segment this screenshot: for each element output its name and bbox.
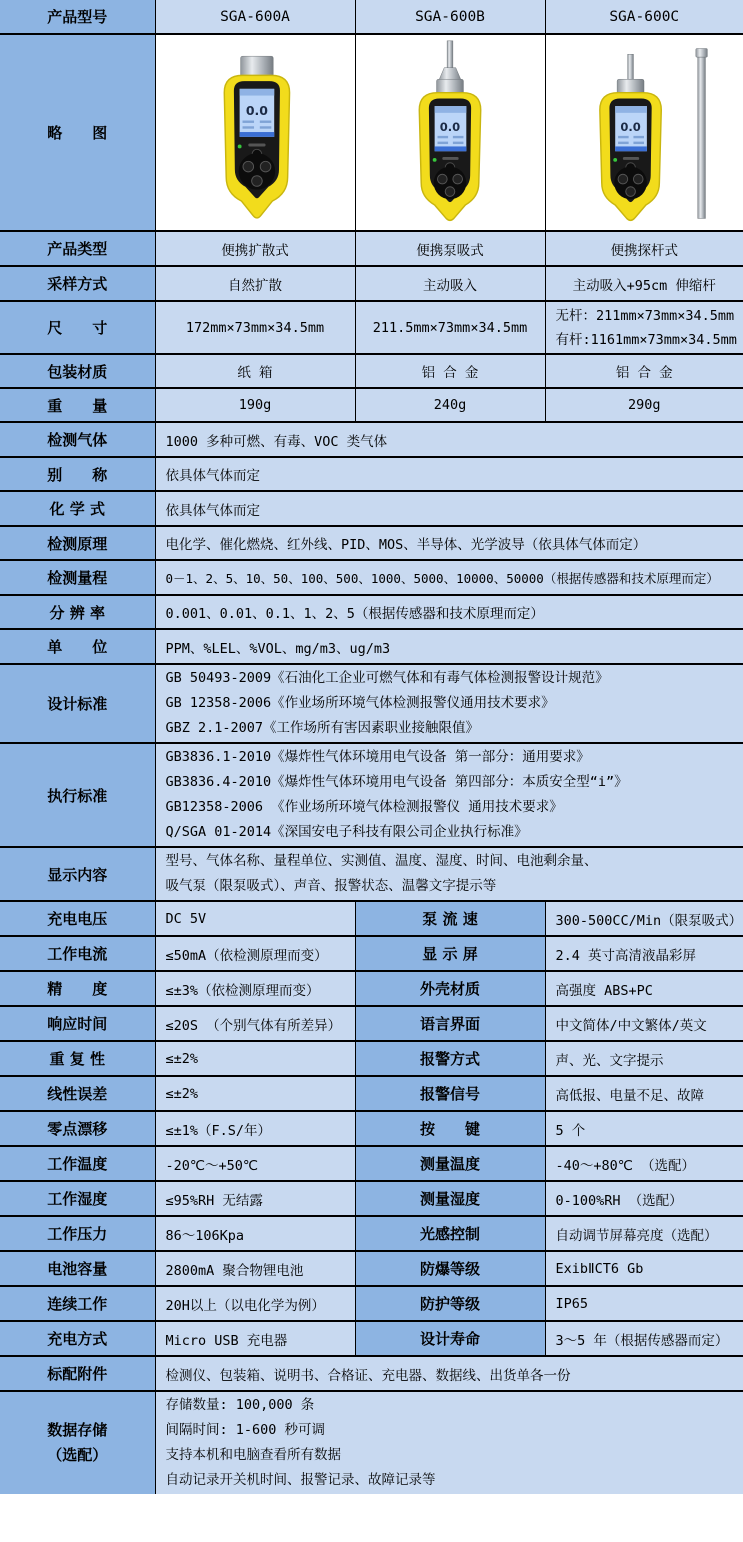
row-resolution: [0, 595, 743, 629]
label-exec-standard: 执行标准: [0, 743, 155, 847]
value-product-type-a: 便携扩散式: [155, 231, 355, 266]
design-standard-line: GBZ 2.1-2007《工作场所有害因素职业接触限值》: [165, 720, 480, 736]
display-content-line: 型号、气体名称、量程单位、实测值、温度、湿度、时间、电池剩余量、: [165, 853, 598, 869]
value-working-pressure: 86～106Kpa: [155, 1216, 355, 1251]
value-sampling-c: 主动吸入+95cm 伸缩杆: [545, 266, 743, 301]
row-zero-drift-buttons: [0, 1111, 743, 1146]
label-repeatability: 重 复 性: [0, 1041, 155, 1076]
exec-standard-line: GB3836.1-2010《爆炸性气体环境用电气设备 第一部分：通用要求》: [165, 749, 590, 765]
value-alarm-signal: 高低报、电量不足、故障: [545, 1076, 743, 1111]
label-battery-capacity: 电池容量: [0, 1251, 155, 1286]
row-exec-standard: [0, 743, 743, 847]
value-design-life: 3～5 年（根据传感器而定）: [545, 1321, 743, 1356]
row-charging-voltage-pump-flow: [0, 901, 743, 936]
value-weight-a: 190g: [155, 388, 355, 422]
label-language-ui: 语言界面: [355, 1006, 545, 1041]
label-display-content: 显示内容: [0, 847, 155, 901]
value-charging-method: Micro USB 充电器: [155, 1321, 355, 1356]
label-alarm-signal: 报警信号: [355, 1076, 545, 1111]
value-packaging-b: 铝 合 金: [355, 354, 545, 388]
label-pump-flow: 泵 流 速: [355, 901, 545, 936]
row-product-type: [0, 231, 743, 266]
label-response-time: 响应时间: [0, 1006, 155, 1041]
label-zero-drift: 零点漂移: [0, 1111, 155, 1146]
label-product-type: 产品类型: [0, 231, 155, 266]
row-product-model: [0, 0, 743, 34]
row-packaging: [0, 354, 743, 388]
row-working-temp-measuring-temp: [0, 1146, 743, 1181]
label-unit: 单 位: [0, 629, 155, 664]
value-shell-material: 高强度 ABS+PC: [545, 971, 743, 1006]
label-chemical-formula: 化 学 式: [0, 491, 155, 526]
value-weight-c: 290g: [545, 388, 743, 422]
product-image-sga-600c: [545, 34, 743, 231]
label-working-humidity: 工作湿度: [0, 1181, 155, 1216]
value-language-ui: 中文简体/中文繁体/英文: [545, 1006, 743, 1041]
label-packaging: 包装材质: [0, 354, 155, 388]
row-accuracy-shell: [0, 971, 743, 1006]
svg-text:0.0: 0.0: [245, 102, 268, 118]
display-content-line: 吸气泵（限泵吸式）、声音、报警状态、温馨文字提示等: [165, 878, 497, 894]
value-model-a: SGA-600A: [155, 0, 355, 34]
product-image-sga-600a: [155, 34, 355, 231]
value-dimensions-c: [545, 301, 743, 354]
label-measuring-humidity: 测量湿度: [355, 1181, 545, 1216]
value-display-content: [155, 847, 743, 901]
value-chemical-formula: 依具体气体而定: [155, 491, 743, 526]
label-resolution: 分 辨 率: [0, 595, 155, 629]
value-detected-gases: 1000 多种可燃、有毒、VOC 类气体: [155, 422, 743, 457]
value-alarm-mode: 声、光、文字提示: [545, 1041, 743, 1076]
label-alarm-mode: 报警方式: [355, 1041, 545, 1076]
value-accessories: 检测仪、包装箱、说明书、合格证、充电器、数据线、出货单各一份: [155, 1356, 743, 1391]
row-design-standard: [0, 664, 743, 743]
row-response-time-language: [0, 1006, 743, 1041]
label-detection-range: 检测量程: [0, 560, 155, 595]
gas-detector-diffusion-illustration: [160, 37, 350, 229]
value-response-time: ≤20S （个别气体有所差异）: [155, 1006, 355, 1041]
svg-text:0.0: 0.0: [439, 119, 461, 134]
label-light-control: 光感控制: [355, 1216, 545, 1251]
label-linearity-error: 线性误差: [0, 1076, 155, 1111]
value-display-screen: 2.4 英寸高清液晶彩屏: [545, 936, 743, 971]
value-working-current: ≤50mA（依检测原理而变）: [155, 936, 355, 971]
row-alias: [0, 457, 743, 491]
value-dimensions-b: 211.5mm×73mm×34.5mm: [355, 301, 545, 354]
gas-detector-pump-illustration: [360, 37, 540, 229]
value-linearity-error: ≤±2%: [155, 1076, 355, 1111]
value-detection-principle: 电化学、催化燃烧、红外线、PID、MOS、半导体、光学波导（依具体气体而定）: [155, 526, 743, 560]
data-storage-line: 存储数量: 100,000 条: [165, 1397, 315, 1413]
value-model-b: SGA-600B: [355, 0, 545, 34]
value-product-type-b: 便携泵吸式: [355, 231, 545, 266]
svg-text:0.0: 0.0: [620, 119, 642, 134]
label-sampling-method: 采样方式: [0, 266, 155, 301]
row-sampling-method: [0, 266, 743, 301]
row-data-storage: [0, 1391, 743, 1494]
label-shell-material: 外壳材质: [355, 971, 545, 1006]
row-display-content: [0, 847, 743, 901]
label-explosionproof-grade: 防爆等级: [355, 1251, 545, 1286]
label-working-temperature: 工作温度: [0, 1146, 155, 1181]
data-storage-label-line: 数据存储: [47, 1421, 108, 1439]
label-charging-voltage: 充电电压: [0, 901, 155, 936]
value-model-c: SGA-600C: [545, 0, 743, 34]
label-working-current: 工作电流: [0, 936, 155, 971]
dimensions-c-with-rod: 有杆:1161mm×73mm×34.5mm: [555, 331, 737, 348]
value-repeatability: ≤±2%: [155, 1041, 355, 1076]
row-working-humidity-measuring-humidity: [0, 1181, 743, 1216]
label-display-screen: 显 示 屏: [355, 936, 545, 971]
value-working-temperature: -20℃～+50℃: [155, 1146, 355, 1181]
row-chemical-formula: [0, 491, 743, 526]
exec-standard-line: GB12358-2006 《作业场所环境气体检测报警仪 通用技术要求》: [165, 799, 563, 815]
row-working-pressure-light-control: [0, 1216, 743, 1251]
label-detected-gases: 检测气体: [0, 422, 155, 457]
row-repeatability-alarm-mode: [0, 1041, 743, 1076]
data-storage-line: 间隔时间: 1-600 秒可调: [165, 1422, 326, 1438]
label-design-standard: 设计标准: [0, 664, 155, 743]
value-measuring-humidity: 0-100%RH （选配）: [545, 1181, 743, 1216]
gas-detector-probe-illustration: [550, 37, 738, 229]
value-alias: 依具体气体而定: [155, 457, 743, 491]
dimensions-c-without-rod: 无杆：211mm×73mm×34.5mm: [555, 307, 735, 324]
label-working-pressure: 工作压力: [0, 1216, 155, 1251]
label-charging-method: 充电方式: [0, 1321, 155, 1356]
row-sketch: [0, 34, 743, 231]
row-battery-explosionproof: [0, 1251, 743, 1286]
value-weight-b: 240g: [355, 388, 545, 422]
value-measuring-temperature: -40～+80℃ （选配）: [545, 1146, 743, 1181]
label-design-life: 设计寿命: [355, 1321, 545, 1356]
label-alias: 别 称: [0, 457, 155, 491]
value-protection-grade: IP65: [545, 1286, 743, 1321]
value-explosionproof-grade: ExibⅡCT6 Gb: [545, 1251, 743, 1286]
label-buttons: 按 键: [355, 1111, 545, 1146]
label-weight: 重 量: [0, 388, 155, 422]
label-continuous-work: 连续工作: [0, 1286, 155, 1321]
value-exec-standard: [155, 743, 743, 847]
exec-standard-line: GB3836.4-2010《爆炸性气体环境用电气设备 第四部分：本质安全型“i”》: [165, 774, 628, 790]
value-sampling-b: 主动吸入: [355, 266, 545, 301]
row-detection-range: [0, 560, 743, 595]
label-accessories: 标配附件: [0, 1356, 155, 1391]
label-dimensions: 尺 寸: [0, 301, 155, 354]
row-accessories: [0, 1356, 743, 1391]
design-standard-line: GB 50493-2009《石油化工企业可燃气体和有毒气体检测报警设计规范》: [165, 670, 609, 686]
data-storage-line: 支持本机和电脑查看所有数据: [165, 1447, 341, 1463]
value-detection-range: 0－1、2、5、10、50、100、500、1000、5000、10000、50000（根据传感器和技术原理而定）: [155, 560, 743, 595]
row-continuous-work-protection: [0, 1286, 743, 1321]
value-battery-capacity: 2800mA 聚合物锂电池: [155, 1251, 355, 1286]
value-dimensions-a: 172mm×73mm×34.5mm: [155, 301, 355, 354]
product-image-sga-600b: [355, 34, 545, 231]
value-charging-voltage: DC 5V: [155, 901, 355, 936]
value-design-standard: [155, 664, 743, 743]
label-sketch: 略 图: [0, 34, 155, 231]
label-data-storage: [0, 1391, 155, 1494]
design-standard-line: GB 12358-2006《作业场所环境气体检测报警仪通用技术要求》: [165, 695, 555, 711]
value-accuracy: ≤±3%（依检测原理而变）: [155, 971, 355, 1006]
row-detected-gases: [0, 422, 743, 457]
value-working-humidity: ≤95%RH 无结露: [155, 1181, 355, 1216]
value-sampling-a: 自然扩散: [155, 266, 355, 301]
value-product-type-c: 便携探杆式: [545, 231, 743, 266]
value-zero-drift: ≤±1%（F.S/年）: [155, 1111, 355, 1146]
row-dimensions: [0, 301, 743, 354]
label-detection-principle: 检测原理: [0, 526, 155, 560]
label-product-model: 产品型号: [0, 0, 155, 34]
row-charging-method-design-life: [0, 1321, 743, 1356]
label-protection-grade: 防护等级: [355, 1286, 545, 1321]
data-storage-line: 自动记录开关机时间、报警记录、故障记录等: [165, 1472, 436, 1488]
row-weight: [0, 388, 743, 422]
row-unit: [0, 629, 743, 664]
row-detection-principle: [0, 526, 743, 560]
value-unit: PPM、%LEL、%VOL、mg/m3、ug/m3: [155, 629, 743, 664]
value-light-control: 自动调节屏幕亮度（选配）: [545, 1216, 743, 1251]
label-measuring-temperature: 测量温度: [355, 1146, 545, 1181]
value-packaging-c: 铝 合 金: [545, 354, 743, 388]
exec-standard-line: Q/SGA 01-2014《深国安电子科技有限公司企业执行标准》: [165, 824, 528, 840]
value-continuous-work: 20H以上（以电化学为例）: [155, 1286, 355, 1321]
value-pump-flow: 300-500CC/Min（限泵吸式）: [545, 901, 743, 936]
label-accuracy: 精 度: [0, 971, 155, 1006]
value-buttons: 5 个: [545, 1111, 743, 1146]
data-storage-label-line: （选配）: [47, 1446, 108, 1464]
value-packaging-a: 纸 箱: [155, 354, 355, 388]
row-linearity-alarm-signal: [0, 1076, 743, 1111]
value-data-storage: [155, 1391, 743, 1494]
value-resolution: 0.001、0.01、0.1、1、2、5（根据传感器和技术原理而定）: [155, 595, 743, 629]
row-working-current-display: [0, 936, 743, 971]
